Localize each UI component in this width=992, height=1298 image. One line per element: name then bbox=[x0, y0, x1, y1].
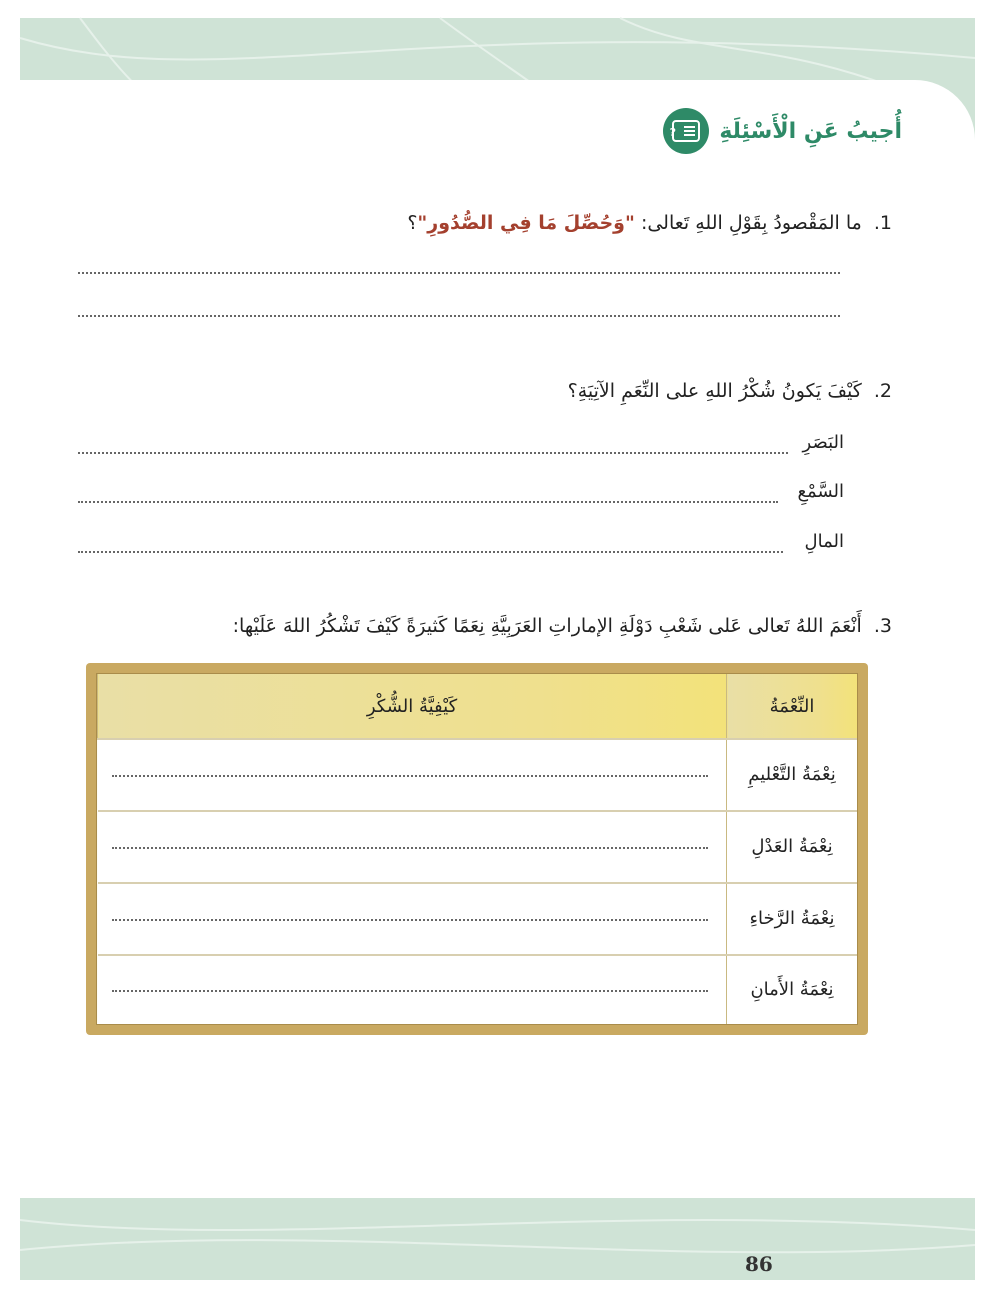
answer-cell[interactable] bbox=[98, 883, 727, 955]
question-3-text: أَنْعَمَ اللهُ تَعالى عَلى شَعْبِ دَوْلَةِ الإماراتِ العَرَبِيَّةِ نِعَمًا كَثيرَةً كَيْفَ تَشْكُرُ اللهَ عَلَيْها: bbox=[232, 615, 862, 637]
blessing-education: نِعْمَةُ التَّعْليمِ bbox=[727, 739, 858, 811]
section-header bbox=[663, 108, 902, 154]
answer-line[interactable] bbox=[112, 847, 709, 849]
svg-text:?: ? bbox=[669, 126, 677, 139]
answer-line[interactable] bbox=[112, 990, 709, 992]
table-row bbox=[98, 739, 858, 811]
blessing-justice: نِعْمَةُ العَدْلِ bbox=[727, 811, 858, 883]
page-number: 86 bbox=[745, 1252, 773, 1276]
question-1: 1. ما المَقْصودُ بِقَوْلِ اللهِ تَعالى: "وَحُصِّلَ مَا فِي الصُّدُورِ"؟ bbox=[407, 212, 892, 234]
answer-line-sight[interactable] bbox=[78, 452, 788, 454]
section-title: أُجيبُ عَنِ الْأَسْئِلَةِ bbox=[719, 118, 902, 144]
quran-quote: "وَحُصِّلَ مَا فِي الصُّدُورِ" bbox=[417, 212, 635, 234]
blessing-security: نِعْمَةُ الأَمانِ bbox=[727, 955, 858, 1024]
answer-line-1b[interactable] bbox=[78, 315, 840, 317]
header-blessing: النِّعْمَةُ bbox=[727, 674, 858, 739]
question-3: 3. أَنْعَمَ اللهُ تَعالى عَلى شَعْبِ دَوْلَةِ الإماراتِ العَرَبِيَّةِ نِعَمًا كَثيرَةً كَيْفَ تَشْكُرُ اللهَ عَلَيْها: bbox=[232, 615, 892, 637]
blessings-table-frame bbox=[86, 663, 868, 1035]
table-row bbox=[98, 955, 858, 1024]
answer-cell[interactable] bbox=[98, 955, 727, 1024]
answer-line-hearing[interactable] bbox=[78, 501, 778, 503]
page-background bbox=[20, 18, 975, 1280]
table-row bbox=[98, 883, 858, 955]
question-2: 2. كَيْفَ يَكونُ شُكْرُ اللهِ على النِّعَمِ الآتِيَةِ؟ bbox=[567, 380, 892, 402]
answer-line-wealth[interactable] bbox=[78, 551, 783, 553]
answer-line-1a[interactable] bbox=[78, 272, 840, 274]
decorative-waves-bottom bbox=[20, 1200, 975, 1280]
q2-item-wealth: المالِ bbox=[804, 531, 844, 552]
header-thanks-method: كَيْفِيَّةُ الشُّكْرِ bbox=[98, 674, 727, 739]
question-card-icon bbox=[663, 108, 709, 154]
answer-line[interactable] bbox=[112, 775, 709, 777]
table-row bbox=[98, 811, 858, 883]
q2-item-hearing: السَّمْعِ bbox=[797, 481, 844, 502]
blessings-table bbox=[96, 673, 858, 1025]
q2-item-sight: البَصَرِ bbox=[802, 432, 844, 453]
blessing-prosperity: نِعْمَةُ الرَّخاءِ bbox=[727, 883, 858, 955]
question-2-text: كَيْفَ يَكونُ شُكْرُ اللهِ على النِّعَمِ الآتِيَةِ؟ bbox=[567, 380, 862, 402]
answer-cell[interactable] bbox=[98, 811, 727, 883]
answer-cell[interactable] bbox=[98, 739, 727, 811]
question-1-text: ما المَقْصودُ بِقَوْلِ اللهِ تَعالى: bbox=[640, 212, 862, 234]
answer-line[interactable] bbox=[112, 919, 709, 921]
